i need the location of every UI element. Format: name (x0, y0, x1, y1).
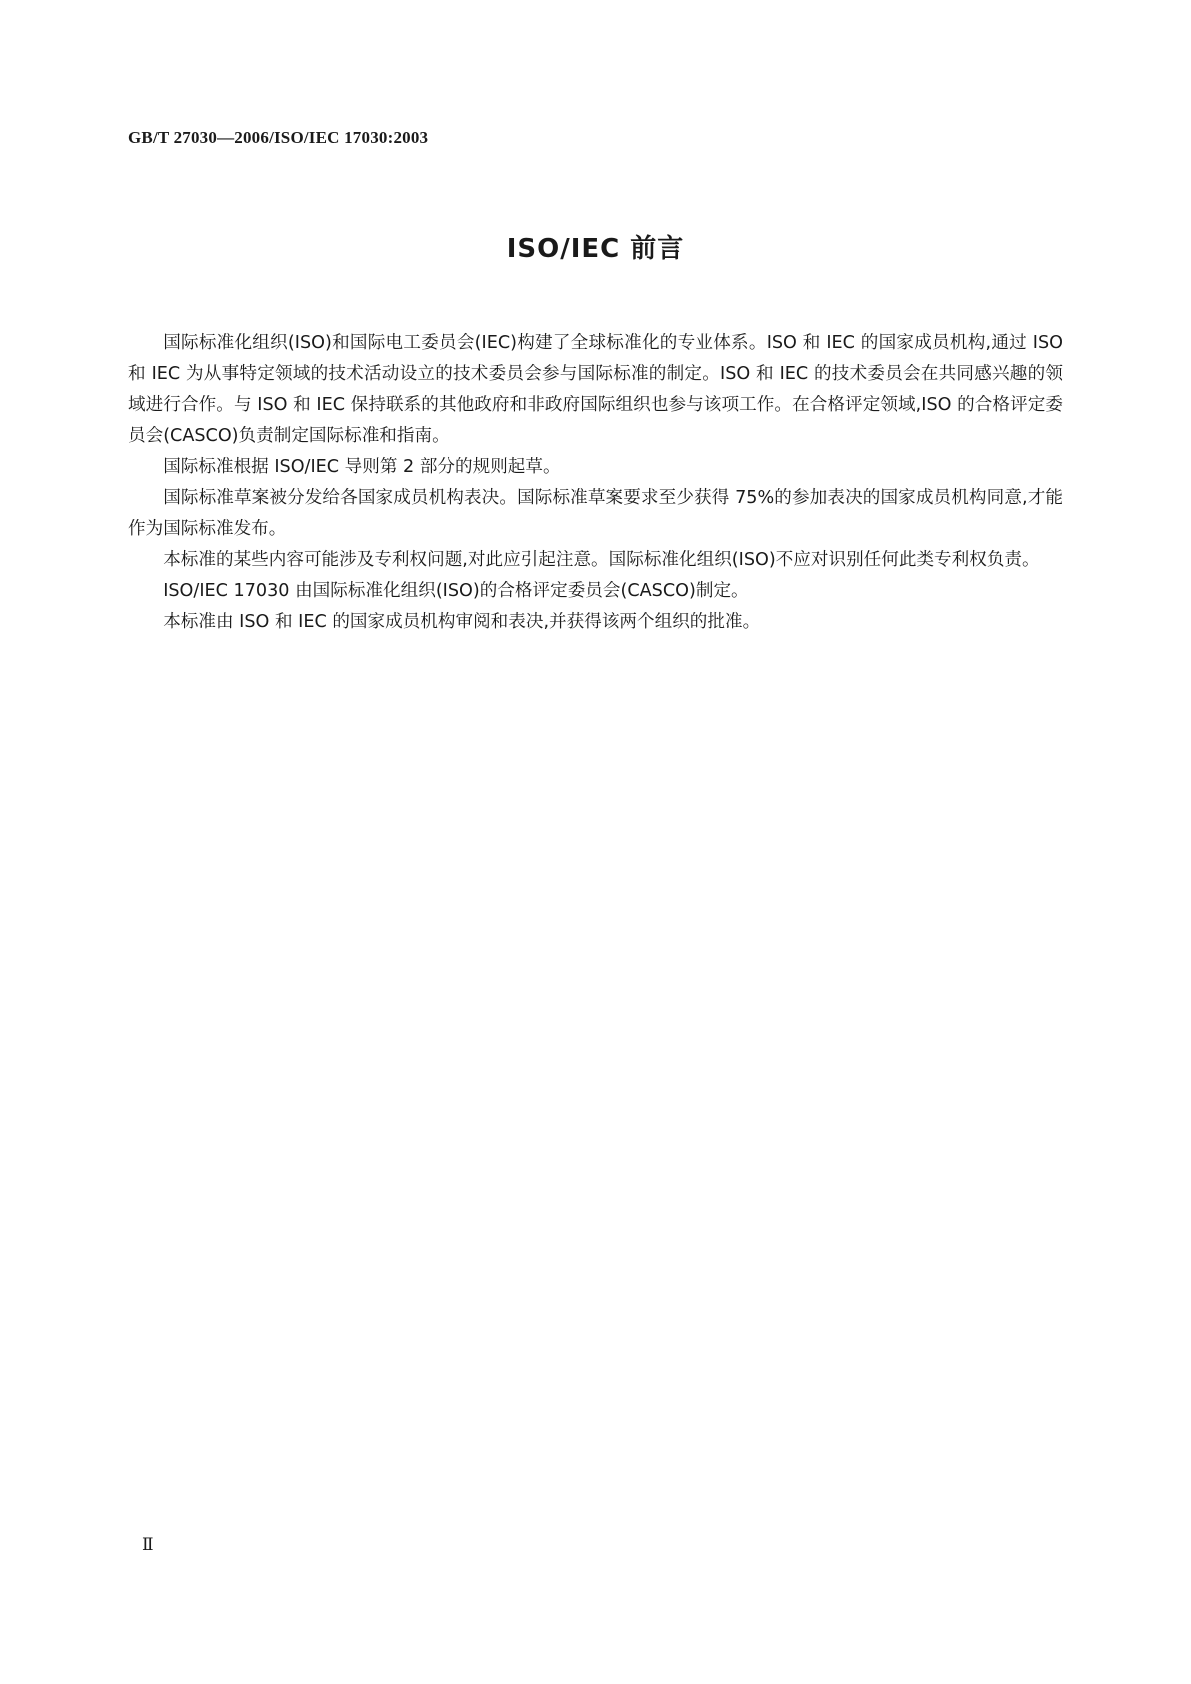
standard-code-header: GB/T 27030—2006/ISO/IEC 17030:2003 (128, 128, 429, 147)
paragraph-5: ISO/IEC 17030 由国际标准化组织(ISO)的合格评定委员会(CASCO)制定。 (163, 581, 749, 601)
page-number: Ⅱ (142, 1535, 154, 1554)
page-title: ISO/IEC 前言 (506, 234, 685, 264)
paragraph-6: 本标准由 ISO 和 IEC 的国家成员机构审阅和表决,并获得该两个组织的批准。 (163, 612, 761, 632)
foreword-body (128, 328, 1063, 638)
paragraph-3: 国际标准草案被分发给各国家成员机构表决。国际标准草案要求至少获得 75%的参加表决的国家成员机构同意,才能作为国际标准发布。 (128, 488, 1063, 539)
paragraph-4: 本标准的某些内容可能涉及专利权问题,对此应引起注意。国际标准化组织(ISO)不应对识别任何此类专利权负责。 (163, 550, 1040, 570)
paragraph-1: 国际标准化组织(ISO)和国际电工委员会(IEC)构建了全球标准化的专业体系。ISO 和 IEC 的国家成员机构,通过 ISO 和 IEC 为从事特定领域的技术活动设立的技术委员会参与国际标准的制定。ISO 和 IEC 的技术委员会在共同感兴趣的领域进行合作。与 ISO 和 IEC 保持联系的其他政府和非政府国际组织也参与该项工作。在合格评定领域,ISO 的合格评定委员会(CASCO)负责制定国际标准和指南。 (128, 333, 1063, 446)
paragraph-2: 国际标准根据 ISO/IEC 导则第 2 部分的规则起草。 (163, 457, 561, 477)
